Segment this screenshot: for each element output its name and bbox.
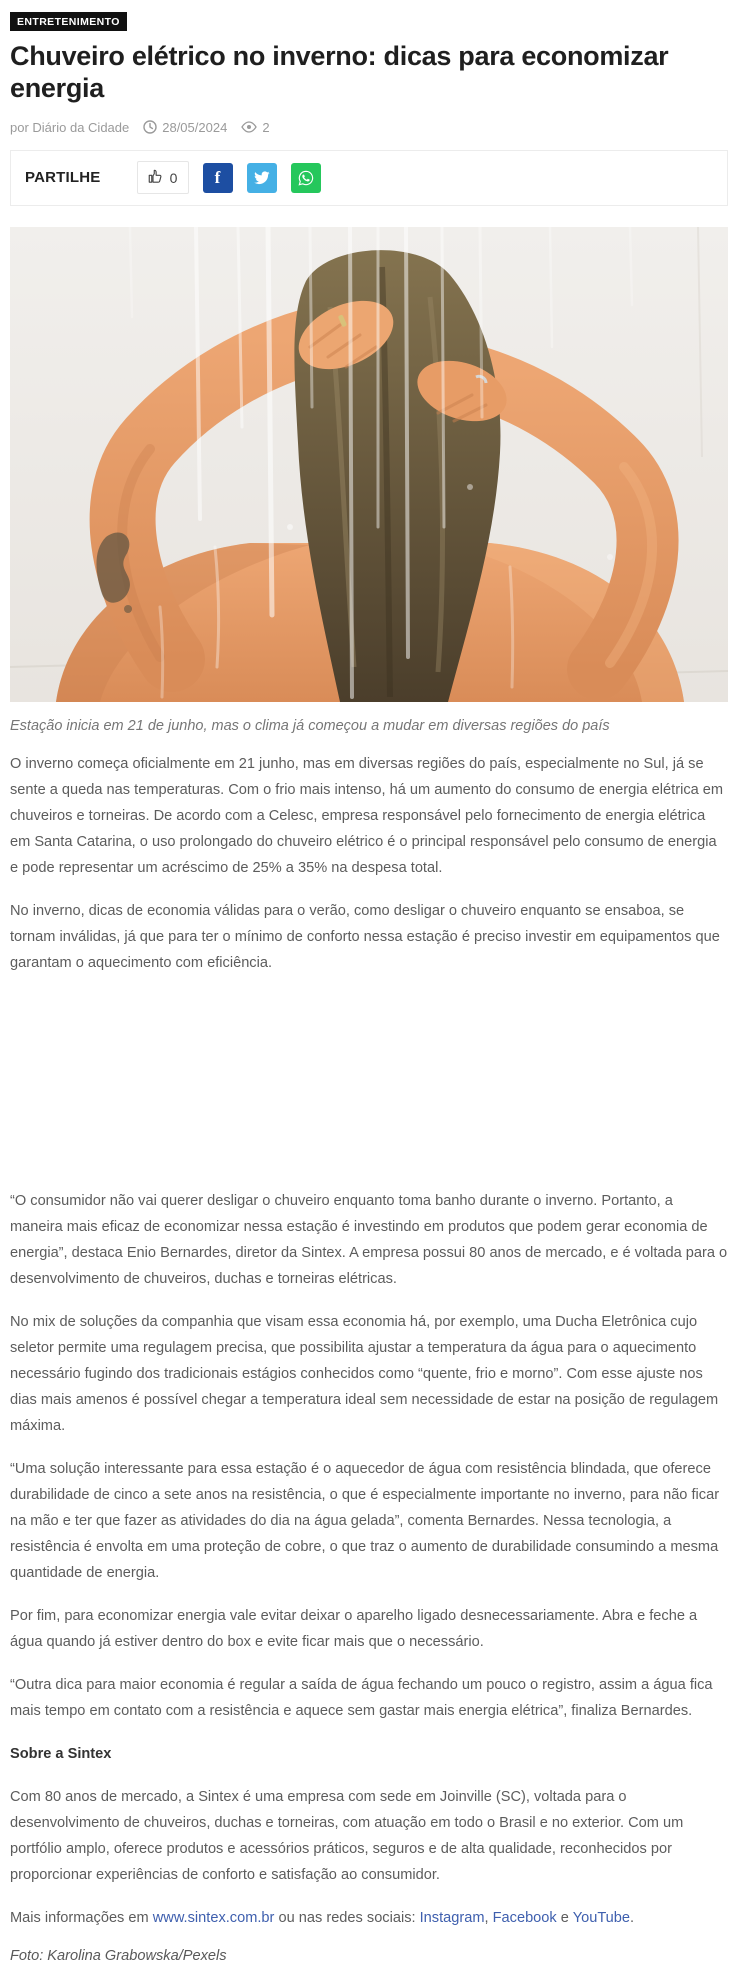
like-button[interactable]: [137, 161, 189, 194]
image-caption: Estação inicia em 21 de junho, mas o clima já começou a mudar em diversas regiões do país: [10, 717, 610, 734]
twitter-share-button[interactable]: [247, 163, 277, 193]
paragraph: No mix de soluções da companhia que visam essa economia há, por exemplo, uma Ducha Eletrônica cujo seletor permite uma regulagem precisa, que possibilita ajustar a temperatura da água para o aquecimento necessário fugindo dos tradicionais estágios conhecidos como “quente, frio e morno”. Com esse ajuste nos dias mais amenos é possível chegar a temperatura ideal sem necessidade de estar na posição de regulagem máxima.: [10, 1313, 719, 1434]
whatsapp-share-button[interactable]: [291, 163, 321, 193]
article-body: [10, 751, 728, 1964]
paragraph: No inverno, dicas de economia válidas para o verão, como desligar o chuveiro enquanto se ensaboa, se tornam inválidas, já que para ter o mínimo de conforto nessa estação é preciso investir em equipamentos que garantam o aquecimento com eficiência.: [10, 902, 720, 971]
paragraph: “Outra dica para maior economia é regular a saída de água fechando um pouco o registro, assim a água fica mais tempo em contato com a resistência e aquece sem gastar mais energia elétrica”, finaliza Bernardes.: [10, 1676, 713, 1719]
byline-date: 28/05/2024: [143, 120, 227, 135]
category-badge[interactable]: ENTRETENIMENTO: [10, 12, 127, 31]
byline-author: por Diário da Cidade: [10, 119, 130, 135]
byline: [10, 120, 728, 135]
paragraph: Com 80 anos de mercado, a Sintex é uma empresa com sede em Joinville (SC), voltada para o desenvolvimento de chuveiros, duchas e torneiras, com atuação em todo o Brasil e no exterior. Com um portfólio amplo, oferece produtos e acessórios práticos, seguros e de alta qualidade, reconhecidos por proporcionar experiências de conforto e satisfação ao consumidor.: [10, 1788, 684, 1883]
whatsapp-icon: [298, 170, 314, 186]
paragraph: Por fim, para economizar energia vale evitar deixar o aparelho ligado desnecessariamente. Abra e feche a água quando já estiver dentro do box e evite ficar mais que o necessário.: [10, 1607, 698, 1650]
facebook-icon: f: [214, 168, 221, 188]
thumbs-up-icon: [148, 169, 163, 187]
section-heading: Sobre a Sintex: [10, 1745, 112, 1762]
more-info-line: Mais informações em www.sintex.com.br ou nas redes sociais: Instagram, Facebook e YouTube.: [10, 1909, 635, 1926]
byline-views: 2: [241, 120, 269, 135]
share-bar: [10, 150, 728, 206]
page-title: Chuveiro elétrico no inverno: dicas para economizar energia: [10, 41, 669, 104]
shower-photo-illustration: [10, 227, 728, 702]
paragraph: O inverno começa oficialmente em 21 junho, mas em diversas regiões do país, especialmente no Sul, já se sente a queda nas temperaturas. Com o frio mais intenso, há um aumento do consumo de energia elétrica em chuveiros e torneiras. De acordo com a Celesc, empresa responsável pelo fornecimento de energia elétrica em Santa Catarina, o uso prolongado do chuveiro elétrico é o principal responsável pelo consumo de energia e pode representar um acréscimo de 25% a 35% na despesa total.: [10, 755, 724, 876]
clock-icon: [143, 120, 157, 134]
like-count: 0: [169, 169, 178, 186]
twitter-icon: [254, 171, 270, 185]
photo-credit: Foto: Karolina Grabowska/Pexels: [10, 1947, 227, 1964]
share-label: PARTILHE: [25, 169, 101, 187]
sintex-site-link[interactable]: www.sintex.com.br: [152, 1909, 275, 1926]
article-image: [10, 227, 728, 702]
instagram-link[interactable]: Instagram: [419, 1909, 485, 1926]
paragraph: “O consumidor não vai querer desligar o chuveiro enquanto toma banho durante o inverno. Portanto, a maneira mais eficaz de economizar nessa estação é investindo em produtos que podem gerar economia de energia”, destaca Enio Bernardes, diretor da Sintex. A empresa possui 80 anos de mercado, e é voltada para o desenvolvimento de chuveiros, duchas e torneiras elétricas.: [10, 1192, 728, 1287]
facebook-link[interactable]: Facebook: [492, 1909, 557, 1926]
paragraph: “Uma solução interessante para essa estação é o aquecedor de água com resistência blindada, que oferece durabilidade de cinco a sete anos na resistência, o que é especialmente importante no inverno, para não ficar na mão e ter que fazer as atividades do dia na água gelada”, comenta Bernardes. Nessa tecnologia, a resistência é envolta em uma proteção de cobre, o que traz o aumento de durabilidade consumindo a mesma quantidade de energia.: [10, 1460, 720, 1581]
facebook-share-button[interactable]: [203, 163, 233, 193]
ad-placeholder: [10, 993, 728, 1171]
youtube-link[interactable]: YouTube: [572, 1909, 631, 1926]
eye-icon: [241, 121, 257, 133]
